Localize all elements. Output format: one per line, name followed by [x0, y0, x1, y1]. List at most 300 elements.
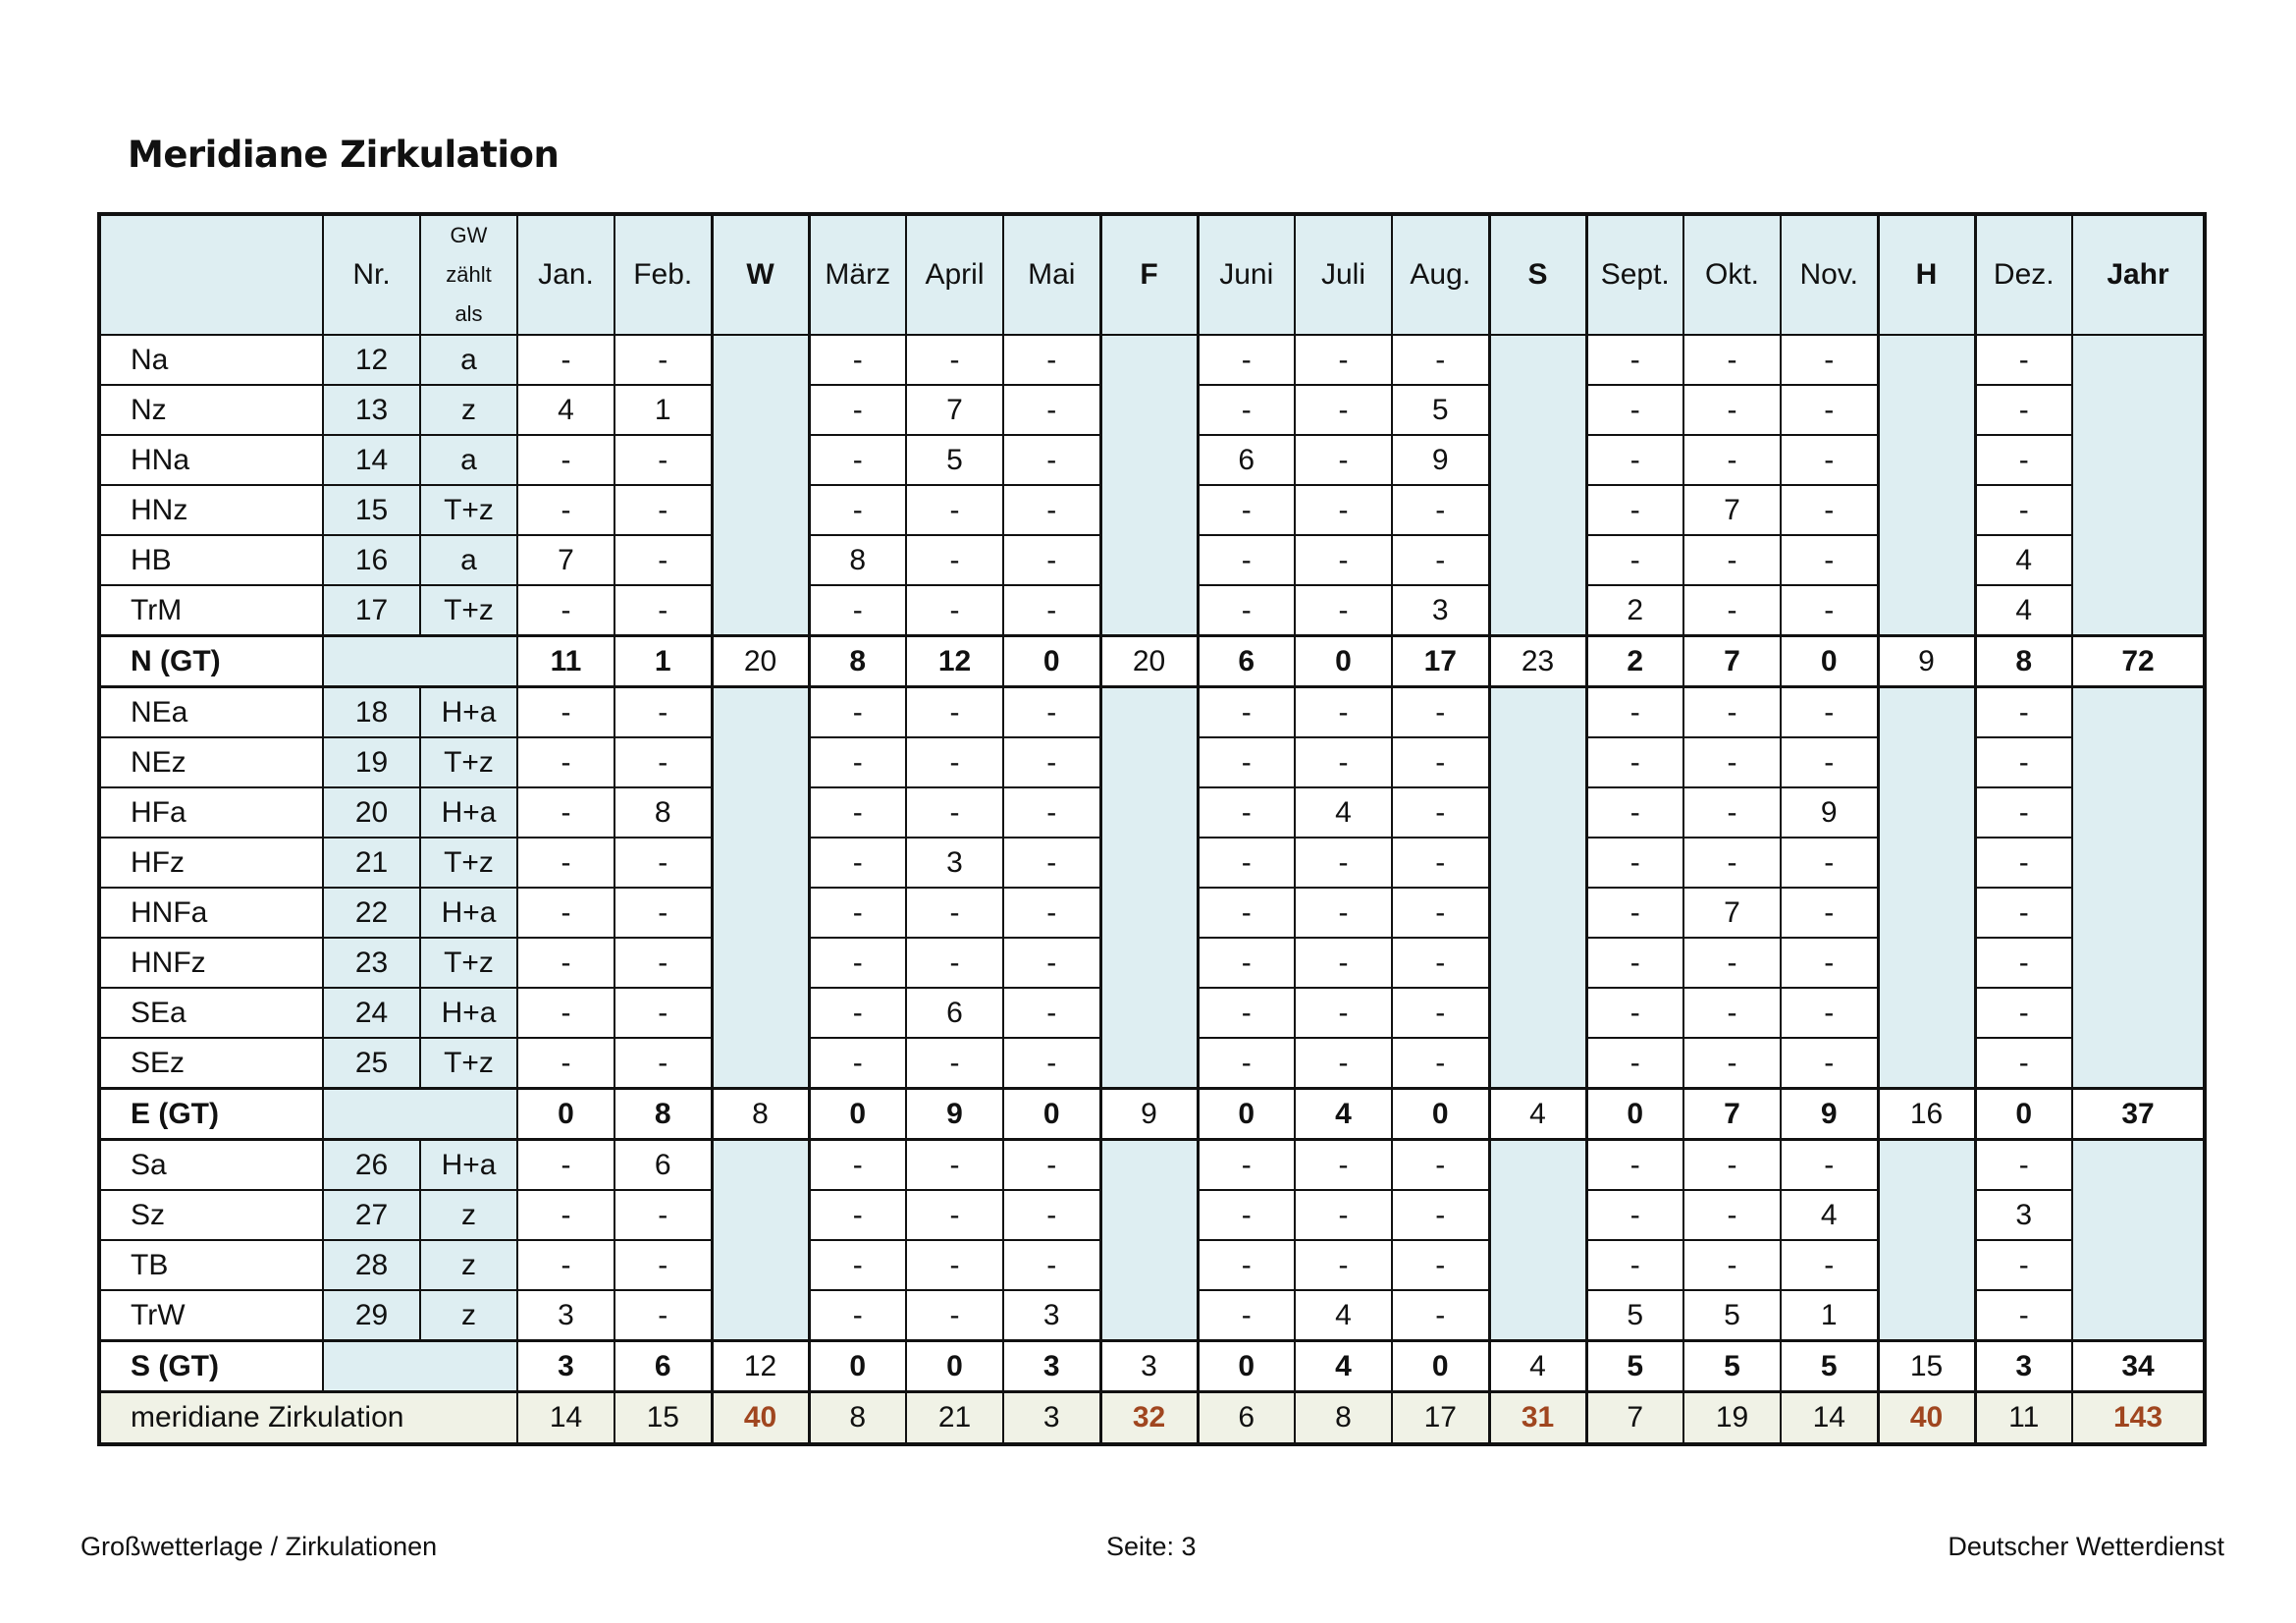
value-cell: 3 [517, 1290, 614, 1341]
value-cell: - [809, 988, 906, 1038]
value-cell: 3 [1392, 585, 1489, 636]
value-cell: - [1781, 585, 1878, 636]
value-cell: - [517, 435, 614, 485]
value-cell: - [1975, 988, 2072, 1038]
group-total-value: 1 [614, 636, 712, 687]
value-cell: - [517, 888, 614, 938]
group-total-value: 3 [1975, 1341, 2072, 1392]
season-block-cell [1100, 335, 1198, 636]
row-gw-cell: H+a [420, 687, 517, 738]
value-cell: - [1003, 737, 1100, 787]
group-total-row [99, 1341, 2205, 1392]
value-cell: - [906, 1038, 1003, 1089]
row-gw-cell: T+z [420, 838, 517, 888]
row-nr-cell: 13 [323, 385, 420, 435]
group-total-value: 8 [614, 1089, 712, 1140]
header-month-col: F [1100, 214, 1198, 335]
season-block-cell [2072, 1140, 2205, 1341]
group-total-label: E (GT) [99, 1089, 323, 1140]
value-cell: - [614, 988, 712, 1038]
value-cell: - [1586, 1038, 1683, 1089]
value-cell: - [1975, 737, 2072, 787]
value-cell: - [1295, 1240, 1392, 1290]
group-total-value: 0 [1781, 636, 1878, 687]
header-month-col: Dez. [1975, 214, 2072, 335]
value-cell: - [1392, 737, 1489, 787]
group-total-value: 0 [1295, 636, 1392, 687]
value-cell: - [1295, 385, 1392, 435]
season-block-cell [1489, 687, 1586, 1089]
value-cell: - [809, 1290, 906, 1341]
value-cell: - [1003, 1140, 1100, 1191]
value-cell: - [1295, 838, 1392, 888]
group-total-value: 4 [1489, 1341, 1586, 1392]
value-cell: - [614, 737, 712, 787]
value-cell: - [517, 737, 614, 787]
group-total-value: 17 [1392, 636, 1489, 687]
group-total-value: 11 [517, 636, 614, 687]
header-name-cell [99, 214, 323, 335]
season-block-cell [1878, 687, 1975, 1089]
group-total-value: 6 [1198, 636, 1295, 687]
row-name-cell: TB [99, 1240, 323, 1290]
value-cell: - [517, 938, 614, 988]
row-name-cell: NEz [99, 737, 323, 787]
header-month-col: Nov. [1781, 214, 1878, 335]
value-cell: - [1781, 335, 1878, 385]
value-cell: - [614, 838, 712, 888]
value-cell: - [1295, 1190, 1392, 1240]
group-total-value: 0 [1198, 1341, 1295, 1392]
value-cell: - [517, 988, 614, 1038]
row-gw-cell: z [420, 1190, 517, 1240]
value-cell: - [809, 687, 906, 738]
row-nr-cell: 26 [323, 1140, 420, 1191]
value-cell: 4 [1781, 1190, 1878, 1240]
value-cell: - [517, 787, 614, 838]
value-cell: - [1586, 888, 1683, 938]
value-cell: - [1003, 1240, 1100, 1290]
value-cell: - [906, 1140, 1003, 1191]
value-cell: - [1003, 585, 1100, 636]
value-cell: - [1198, 1240, 1295, 1290]
footer-page-number: Seite: 3 [1106, 1532, 1197, 1561]
value-cell: 4 [1975, 585, 2072, 636]
value-cell: 5 [1586, 1290, 1683, 1341]
value-cell: 9 [1781, 787, 1878, 838]
group-total-value: 8 [1975, 636, 2072, 687]
value-cell: - [906, 1290, 1003, 1341]
group-total-value: 6 [614, 1341, 712, 1392]
value-cell: - [1392, 888, 1489, 938]
header-month-col: Juni [1198, 214, 1295, 335]
group-total-row [99, 636, 2205, 687]
row-name-cell: HFa [99, 787, 323, 838]
group-total-value: 23 [1489, 636, 1586, 687]
group-total-value: 9 [1100, 1089, 1198, 1140]
value-cell: - [1003, 787, 1100, 838]
group-total-value: 7 [1683, 636, 1781, 687]
value-cell: - [1295, 988, 1392, 1038]
group-total-value: 16 [1878, 1089, 1975, 1140]
value-cell: - [517, 1038, 614, 1089]
value-cell: 4 [1975, 535, 2072, 585]
row-nr-cell: 12 [323, 335, 420, 385]
group-total-blank-cell [323, 1341, 517, 1392]
meridional-total-value: 31 [1489, 1392, 1586, 1445]
value-cell: - [1295, 1140, 1392, 1191]
value-cell: - [1683, 1240, 1781, 1290]
value-cell: - [517, 485, 614, 535]
row-gw-cell: T+z [420, 938, 517, 988]
value-cell: - [1392, 787, 1489, 838]
meridional-total-value: 40 [712, 1392, 809, 1445]
value-cell: 7 [1683, 888, 1781, 938]
value-cell: - [809, 888, 906, 938]
group-total-value: 4 [1295, 1341, 1392, 1392]
value-cell: - [1003, 888, 1100, 938]
footer-left: Großwetterlage / Zirkulationen [80, 1532, 438, 1561]
value-cell: - [1683, 385, 1781, 435]
season-block-cell [712, 335, 809, 636]
value-cell: - [1781, 1140, 1878, 1191]
value-cell: - [1781, 1038, 1878, 1089]
value-cell: - [1392, 335, 1489, 385]
value-cell: 7 [906, 385, 1003, 435]
header-month-col: März [809, 214, 906, 335]
value-cell: 1 [614, 385, 712, 435]
group-total-value: 9 [1781, 1089, 1878, 1140]
table-row [99, 1140, 2205, 1191]
meridional-total-value: 21 [906, 1392, 1003, 1445]
value-cell: - [1586, 485, 1683, 535]
value-cell: - [906, 787, 1003, 838]
table-row [99, 335, 2205, 385]
group-total-value: 0 [1975, 1089, 2072, 1140]
meridional-total-value: 8 [809, 1392, 906, 1445]
header-month-col: S [1489, 214, 1586, 335]
row-nr-cell: 15 [323, 485, 420, 535]
group-total-value: 0 [809, 1089, 906, 1140]
row-nr-cell: 19 [323, 737, 420, 787]
row-nr-cell: 17 [323, 585, 420, 636]
header-gw-zaehlt-als [420, 214, 517, 335]
value-cell: - [1003, 1190, 1100, 1240]
value-cell: - [517, 1140, 614, 1191]
value-cell: - [1198, 687, 1295, 738]
value-cell: - [1198, 485, 1295, 535]
value-cell: - [1003, 988, 1100, 1038]
group-total-value: 9 [1878, 636, 1975, 687]
value-cell: - [1392, 988, 1489, 1038]
group-total-value: 12 [712, 1341, 809, 1392]
meridional-total-value: 143 [2072, 1392, 2205, 1445]
value-cell: - [1683, 435, 1781, 485]
value-cell: - [1198, 787, 1295, 838]
row-nr-cell: 22 [323, 888, 420, 938]
value-cell: - [1295, 485, 1392, 535]
value-cell: - [1295, 888, 1392, 938]
meridional-total-value: 15 [614, 1392, 712, 1445]
value-cell: 9 [1392, 435, 1489, 485]
value-cell: - [809, 585, 906, 636]
value-cell: - [906, 485, 1003, 535]
value-cell: - [1198, 737, 1295, 787]
value-cell: - [1198, 1190, 1295, 1240]
season-block-cell [1100, 1140, 1198, 1341]
row-gw-cell: z [420, 1290, 517, 1341]
value-cell: 1 [1781, 1290, 1878, 1341]
group-total-blank-cell [323, 636, 517, 687]
season-block-cell [712, 687, 809, 1089]
value-cell: - [1003, 535, 1100, 585]
value-cell: - [517, 1240, 614, 1290]
header-month-col: Aug. [1392, 214, 1489, 335]
row-gw-cell: T+z [420, 485, 517, 535]
value-cell: - [1586, 988, 1683, 1038]
row-name-cell: Sa [99, 1140, 323, 1191]
value-cell: - [1295, 687, 1392, 738]
meridional-total-row [99, 1392, 2205, 1445]
value-cell: - [614, 687, 712, 738]
row-nr-cell: 25 [323, 1038, 420, 1089]
group-total-value: 0 [517, 1089, 614, 1140]
row-name-cell: HNFz [99, 938, 323, 988]
meridional-total-value: 11 [1975, 1392, 2072, 1445]
value-cell: - [809, 737, 906, 787]
row-gw-cell: a [420, 435, 517, 485]
value-cell: - [1683, 585, 1781, 636]
value-cell: - [1003, 385, 1100, 435]
value-cell: - [1198, 335, 1295, 385]
value-cell: - [1683, 787, 1781, 838]
group-total-value: 0 [1392, 1089, 1489, 1140]
header-month-col: Mai [1003, 214, 1100, 335]
group-total-value: 0 [1003, 1089, 1100, 1140]
row-name-cell: SEa [99, 988, 323, 1038]
header-gw-line1: GW [450, 223, 488, 247]
value-cell: 5 [906, 435, 1003, 485]
value-cell: - [614, 1190, 712, 1240]
value-cell: - [1198, 838, 1295, 888]
value-cell: - [517, 335, 614, 385]
meridional-total-label: meridiane Zirkulation [99, 1392, 517, 1445]
value-cell: - [1003, 687, 1100, 738]
value-cell: - [1198, 888, 1295, 938]
value-cell: - [1295, 737, 1392, 787]
header-month-col: H [1878, 214, 1975, 335]
row-gw-cell: H+a [420, 988, 517, 1038]
value-cell: - [906, 888, 1003, 938]
meridional-total-value: 40 [1878, 1392, 1975, 1445]
group-total-value: 5 [1781, 1341, 1878, 1392]
row-name-cell: SEz [99, 1038, 323, 1089]
value-cell: - [906, 687, 1003, 738]
row-name-cell: HB [99, 535, 323, 585]
value-cell: - [906, 335, 1003, 385]
meridional-total-value: 7 [1586, 1392, 1683, 1445]
value-cell: - [1586, 435, 1683, 485]
value-cell: - [1392, 1140, 1489, 1191]
header-month-col: Juli [1295, 214, 1392, 335]
value-cell: - [906, 585, 1003, 636]
value-cell: - [1198, 385, 1295, 435]
value-cell: 3 [1975, 1190, 2072, 1240]
value-cell: - [1295, 535, 1392, 585]
row-name-cell: Sz [99, 1190, 323, 1240]
row-name-cell: Na [99, 335, 323, 385]
table-header-row [99, 214, 2205, 335]
group-total-value: 0 [1392, 1341, 1489, 1392]
value-cell: - [1392, 1190, 1489, 1240]
row-name-cell: TrW [99, 1290, 323, 1341]
value-cell: - [809, 485, 906, 535]
table-row [99, 687, 2205, 738]
value-cell: - [809, 938, 906, 988]
row-nr-cell: 23 [323, 938, 420, 988]
circulation-table [97, 212, 2207, 1446]
value-cell: 8 [614, 787, 712, 838]
row-nr-cell: 29 [323, 1290, 420, 1341]
value-cell: - [614, 888, 712, 938]
value-cell: - [1003, 838, 1100, 888]
value-cell: 4 [517, 385, 614, 435]
group-total-blank-cell [323, 1089, 517, 1140]
value-cell: - [614, 435, 712, 485]
value-cell: - [809, 1140, 906, 1191]
value-cell: - [1198, 535, 1295, 585]
meridional-total-value: 6 [1198, 1392, 1295, 1445]
group-total-value: 3 [517, 1341, 614, 1392]
season-block-cell [2072, 335, 2205, 636]
value-cell: - [1781, 938, 1878, 988]
group-total-value: 7 [1683, 1089, 1781, 1140]
meridional-total-value: 32 [1100, 1392, 1198, 1445]
value-cell: - [1683, 535, 1781, 585]
row-gw-cell: a [420, 335, 517, 385]
value-cell: 2 [1586, 585, 1683, 636]
value-cell: - [1392, 687, 1489, 738]
group-total-value: 4 [1489, 1089, 1586, 1140]
value-cell: - [906, 737, 1003, 787]
header-month-col: April [906, 214, 1003, 335]
value-cell: - [1781, 385, 1878, 435]
group-total-value: 15 [1878, 1341, 1975, 1392]
value-cell: - [614, 1290, 712, 1341]
group-total-value: 3 [1100, 1341, 1198, 1392]
value-cell: - [1781, 485, 1878, 535]
value-cell: - [1586, 787, 1683, 838]
meridional-total-value: 3 [1003, 1392, 1100, 1445]
value-cell: - [614, 335, 712, 385]
row-gw-cell: T+z [420, 585, 517, 636]
value-cell: - [1586, 1190, 1683, 1240]
value-cell: - [1003, 938, 1100, 988]
header-gw-line3: als [454, 301, 483, 326]
season-block-cell [1878, 335, 1975, 636]
row-name-cell: HNa [99, 435, 323, 485]
meridional-total-value: 14 [1781, 1392, 1878, 1445]
value-cell: - [1295, 435, 1392, 485]
value-cell: - [1392, 1038, 1489, 1089]
value-cell: - [1586, 938, 1683, 988]
value-cell: 3 [906, 838, 1003, 888]
value-cell: - [809, 1190, 906, 1240]
value-cell: - [1683, 737, 1781, 787]
row-name-cell: TrM [99, 585, 323, 636]
meridional-total-value: 14 [517, 1392, 614, 1445]
value-cell: - [517, 585, 614, 636]
value-cell: - [1295, 335, 1392, 385]
value-cell: - [809, 787, 906, 838]
value-cell: - [809, 1240, 906, 1290]
group-total-label: S (GT) [99, 1341, 323, 1392]
group-total-value: 2 [1586, 636, 1683, 687]
value-cell: - [1781, 687, 1878, 738]
value-cell: - [1392, 1290, 1489, 1341]
header-gw-line2: zählt [446, 262, 492, 287]
row-nr-cell: 28 [323, 1240, 420, 1290]
group-total-value: 34 [2072, 1341, 2205, 1392]
value-cell: - [1392, 938, 1489, 988]
value-cell: - [1781, 535, 1878, 585]
value-cell: - [809, 1038, 906, 1089]
value-cell: - [614, 535, 712, 585]
group-total-value: 37 [2072, 1089, 2205, 1140]
season-block-cell [2072, 687, 2205, 1089]
value-cell: - [614, 585, 712, 636]
row-gw-cell: H+a [420, 787, 517, 838]
value-cell: - [1586, 335, 1683, 385]
group-total-value: 0 [1198, 1089, 1295, 1140]
group-total-value: 0 [1003, 636, 1100, 687]
row-nr-cell: 14 [323, 435, 420, 485]
value-cell: - [1975, 485, 2072, 535]
value-cell: 6 [614, 1140, 712, 1191]
group-total-value: 5 [1683, 1341, 1781, 1392]
row-gw-cell: H+a [420, 1140, 517, 1191]
value-cell: - [1975, 687, 2072, 738]
group-total-row [99, 1089, 2205, 1140]
meridional-total-value: 17 [1392, 1392, 1489, 1445]
group-total-value: 8 [809, 636, 906, 687]
group-total-value: 3 [1003, 1341, 1100, 1392]
group-total-value: 5 [1586, 1341, 1683, 1392]
value-cell: - [1003, 335, 1100, 385]
value-cell: - [1781, 737, 1878, 787]
value-cell: 7 [1683, 485, 1781, 535]
row-nr-cell: 27 [323, 1190, 420, 1240]
value-cell: - [1781, 888, 1878, 938]
row-gw-cell: T+z [420, 1038, 517, 1089]
meridional-total-value: 19 [1683, 1392, 1781, 1445]
value-cell: - [517, 1190, 614, 1240]
row-name-cell: Nz [99, 385, 323, 435]
value-cell: - [1683, 687, 1781, 738]
value-cell: - [1683, 938, 1781, 988]
row-nr-cell: 16 [323, 535, 420, 585]
value-cell: 6 [1198, 435, 1295, 485]
row-name-cell: NEa [99, 687, 323, 738]
value-cell: - [1586, 687, 1683, 738]
value-cell: 5 [1683, 1290, 1781, 1341]
value-cell: - [906, 1240, 1003, 1290]
header-month-col: W [712, 214, 809, 335]
value-cell: - [1198, 938, 1295, 988]
value-cell: - [614, 1240, 712, 1290]
value-cell: - [1781, 435, 1878, 485]
row-name-cell: HFz [99, 838, 323, 888]
